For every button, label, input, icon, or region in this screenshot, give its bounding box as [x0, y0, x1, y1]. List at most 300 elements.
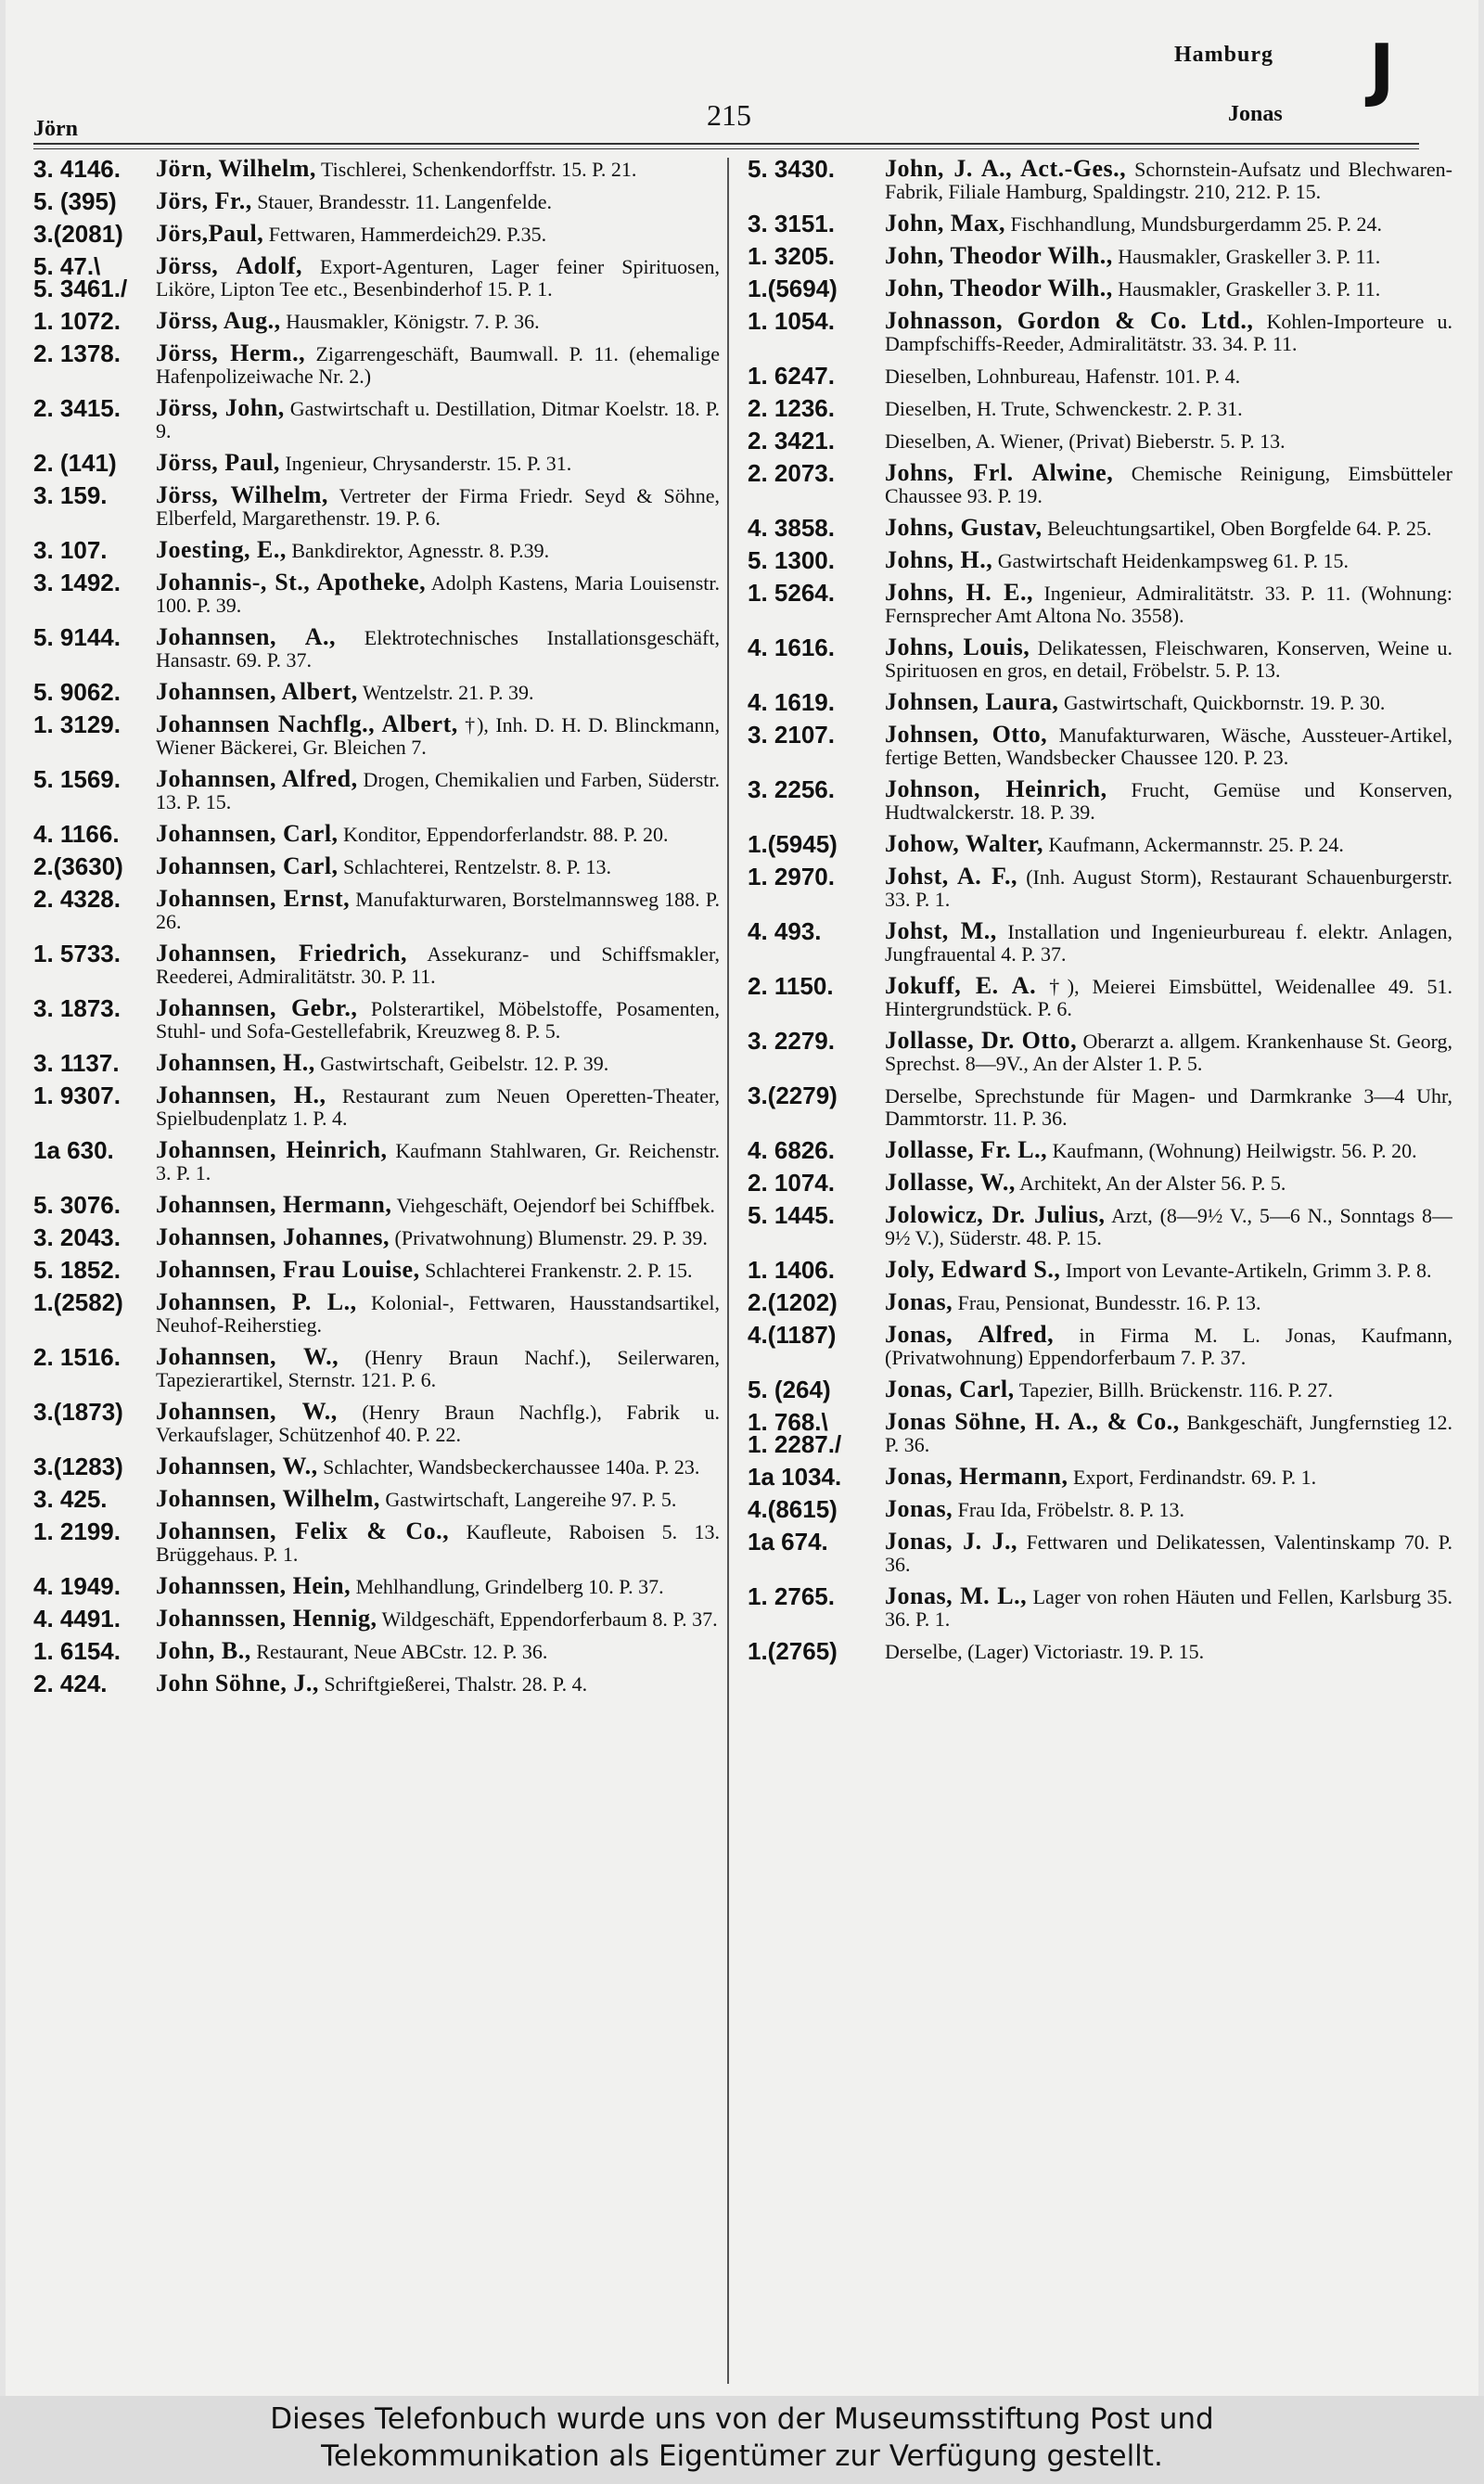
header-letter: J — [1369, 30, 1395, 109]
entry-name: Johns, Louis, — [885, 634, 1030, 660]
column-divider — [727, 158, 729, 2384]
entry-name: Johannsen, Frau Louise, — [156, 1256, 420, 1283]
directory-entry — [33, 852, 720, 880]
directory-entry — [748, 1201, 1452, 1249]
directory-entry — [33, 1049, 720, 1077]
directory-entry — [33, 449, 720, 477]
entry-details: Vertreter der Firma Friedr. Seyd & Söhne, Elberfeld, Margarethenstr. 19. P. 6. — [156, 484, 720, 530]
entry-details: Beleuchtungsartikel, Oben Borgfelde 64. P. 25. — [1047, 517, 1432, 540]
entry-details: Manufakturwaren, Borstelmannsweg 188. P. 26. — [156, 888, 720, 933]
entry-details: Oberarzt a. allgem. Krankenhause St. Georg, Sprechst. 8—9V., An der Alster 1. P. 5. — [885, 1030, 1452, 1075]
directory-entry — [33, 1343, 720, 1391]
entry-text — [156, 765, 720, 813]
directory-entry — [748, 1530, 1452, 1576]
directory-entry — [748, 277, 1452, 301]
entry-name: Johnasson, Gordon & Co. Ltd., — [885, 307, 1254, 334]
entry-text — [885, 1582, 1452, 1631]
directory-entry — [748, 1378, 1452, 1402]
entry-name: John, Theodor Wilh., — [885, 242, 1113, 269]
directory-entry — [33, 220, 720, 248]
entry-name: Johow, Walter, — [885, 830, 1043, 857]
phone-number: 1. 1054. — [748, 307, 835, 335]
entry-name: Johns, Frl. Alwine, — [885, 459, 1114, 486]
entry-details: Viehgeschäft, Oejendorf bei Schiffbek. — [396, 1194, 715, 1217]
entry-details: Delikatessen, Fleischwaren, Konserven, Weine u. Spirituosen en gros, en detail, Fröbelstr. 5. P. 13. — [885, 636, 1452, 682]
entry-text — [156, 158, 720, 181]
phone-number: 4. 6826. — [748, 1136, 835, 1164]
phone-number: 4. 3858. — [748, 514, 835, 542]
entry-details: Kaufmann, (Wohnung) Heilwigstr. 56. P. 20. — [1052, 1139, 1417, 1162]
entry-text — [885, 307, 1452, 355]
phone-number: 1a 630. — [33, 1136, 114, 1164]
entry-details: Gastwirtschaft, Langereihe 97. P. 5. — [385, 1488, 677, 1511]
entry-text — [885, 723, 1452, 769]
directory-entry — [748, 1408, 1452, 1458]
directory-entry — [33, 1191, 720, 1219]
entry-details: Schlachterei Frankenstr. 2. P. 15. — [425, 1259, 693, 1282]
entry-text — [156, 307, 720, 334]
phone-number: 5. 9144. — [33, 623, 121, 651]
directory-entry — [33, 942, 720, 988]
directory-entry — [748, 1136, 1452, 1164]
phone-number: 3. 425. — [33, 1485, 108, 1513]
entry-text — [156, 1455, 720, 1479]
entry-name: Jörss, John, — [156, 394, 285, 421]
phone-number: 3.(2081) — [33, 220, 123, 248]
phone-number: 1. 1072. — [33, 307, 121, 335]
entry-name: Johannsen, Albert, — [156, 678, 358, 705]
directory-entry — [748, 775, 1452, 824]
entry-text — [156, 1223, 720, 1250]
entry-name: Johannis-, St., Apotheke, — [156, 569, 427, 595]
entry-details: Ingenieur, Chrysanderstr. 15. P. 31. — [285, 452, 572, 475]
entry-name: Jörs,Paul, — [156, 220, 264, 247]
directory-entry — [748, 1169, 1452, 1197]
entry-name: Johannsen, Wilhelm, — [156, 1485, 380, 1512]
phone-number: 4. 493. — [748, 917, 822, 945]
entry-text — [885, 158, 1452, 203]
entry-details: Restaurant, Neue ABCstr. 12. P. 36. — [256, 1640, 548, 1663]
phone-number: 1.(2582) — [33, 1288, 123, 1316]
entry-text — [885, 514, 1452, 541]
entry-name: Johannsen, Friedrich, — [156, 940, 407, 967]
phone-number: 1. 9307. — [33, 1082, 121, 1109]
entry-text — [156, 1672, 720, 1696]
entry-name: John, B., — [156, 1637, 251, 1664]
directory-entry — [748, 1321, 1452, 1369]
entry-name: Jonas, Alfred, — [885, 1321, 1055, 1348]
phone-number: 1.(2765) — [748, 1637, 838, 1665]
phone-number: 4. 1616. — [748, 634, 835, 661]
entry-details: Ingenieur, Admiralitätstr. 33. P. 11. (Wohnung: Fernsprecher Amt Altona No. 3558). — [885, 582, 1452, 627]
directory-entry — [748, 865, 1452, 911]
entry-details: (Inh. August Storm), Restaurant Schauenburgerstr. 33. P. 1. — [885, 865, 1452, 911]
entry-name: Jollasse, Dr. Otto, — [885, 1027, 1078, 1054]
entry-details: Kaufmann, Ackermannstr. 25. P. 24. — [1048, 833, 1344, 856]
entry-name: Jollasse, W., — [885, 1169, 1016, 1196]
phone-number: 3. 2043. — [33, 1223, 121, 1251]
directory-entry — [33, 713, 720, 759]
entry-text — [885, 688, 1452, 715]
entry-details: (Privatwohnung) Blumenstr. 29. P. 39. — [394, 1226, 708, 1249]
phone-number: 5. 1569. — [33, 765, 121, 793]
entry-text — [885, 830, 1452, 857]
entry-text — [885, 1495, 1452, 1522]
entry-details: in Firma M. L. Jonas, Kaufmann, (Privatwohnung) Eppendorferbaum 7. P. 37. — [885, 1324, 1452, 1369]
header-first-entry: Jörn — [33, 117, 78, 141]
entry-text — [156, 994, 720, 1043]
entry-name: Jollasse, Fr. L., — [885, 1136, 1048, 1163]
entry-name: Johnson, Heinrich, — [885, 775, 1107, 802]
entry-details: Restaurant zum Neuen Operetten-Theater, Spielbudenplatz 1. P. 4. — [156, 1084, 720, 1130]
header-rule — [33, 143, 1419, 145]
phone-number: 1. 3205. — [748, 242, 835, 270]
entry-text — [156, 1049, 720, 1076]
directory-entry — [748, 1256, 1452, 1284]
entry-details: Elektrotechnisches Installationsgeschäft, Hansastr. 69. P. 37. — [156, 626, 720, 672]
entry-text — [885, 1201, 1452, 1249]
entry-details: Frau Ida, Fröbelstr. 8. P. 13. — [957, 1498, 1185, 1521]
entry-details: Export, Ferdinandstr. 69. P. 1. — [1072, 1466, 1317, 1489]
directory-entry — [748, 514, 1452, 542]
entry-text — [885, 1463, 1452, 1490]
directory-entry — [33, 187, 720, 215]
phone-number: 2. 3415. — [33, 394, 121, 422]
directory-entry — [748, 307, 1452, 355]
entry-details: Kohlen-Importeure u. Dampfschiffs-Reeder, Admiralitätstr. 33. 34. P. 11. — [885, 310, 1452, 355]
entry-name: Johannssen, Hein, — [156, 1572, 352, 1599]
phone-number: 5. 1300. — [748, 546, 835, 574]
entry-details: Drogen, Chemikalien und Farben, Süderstr. 13. P. 15. — [156, 768, 720, 813]
entry-text — [885, 917, 1452, 966]
entry-details: Fischhandlung, Mundsburgerdamm 25. P. 24. — [1010, 212, 1382, 236]
entry-name: Jokuff, E. A. — [885, 972, 1037, 999]
entry-details: Schriftgießerei, Thalstr. 28. P. 4. — [324, 1672, 588, 1696]
directory-entry — [33, 1256, 720, 1284]
directory-entry — [748, 362, 1452, 390]
phone-number: 1.(5945) — [748, 830, 838, 858]
directory-entry — [33, 307, 720, 335]
footer-notice — [0, 2396, 1484, 2484]
entry-details: Chemische Reinigung, Eimsbütteler Chaussee 93. P. 19. — [885, 462, 1452, 507]
entry-details: Dieselben, A. Wiener, (Privat) Bieberstr. 5. P. 13. — [885, 429, 1286, 453]
entry-name: Johns, H. E., — [885, 579, 1033, 606]
entry-details: Hausmakler, Graskeller 3. P. 11. — [1118, 277, 1381, 301]
directory-entry — [33, 158, 720, 181]
entry-name: Johst, M., — [885, 917, 997, 944]
entry-text — [156, 885, 720, 933]
entry-details: Export-Agenturen, Lager feiner Spirituosen, Liköre, Lipton Tee etc., Besenbinderhof 15. P. 1. — [156, 255, 720, 301]
directory-entry — [748, 972, 1452, 1020]
directory-entry — [33, 820, 720, 848]
entry-text — [885, 277, 1452, 301]
directory-entry — [748, 636, 1452, 682]
entry-name: Johannsen, W., — [156, 1398, 338, 1425]
entry-text — [885, 972, 1452, 1020]
phone-number: 3.(2279) — [748, 1082, 838, 1109]
entry-details: Gastwirtschaft, Quickbornstr. 19. P. 30. — [1063, 691, 1386, 714]
entry-text — [156, 571, 720, 617]
directory-entry — [748, 158, 1452, 203]
directory-entry — [33, 994, 720, 1043]
entry-details: Manufakturwaren, Wäsche, Aussteuer-Artikel, fertige Betten, Wandsbecker Chaussee 120. P. 23. — [885, 723, 1452, 769]
phone-number: 1. 2199. — [33, 1517, 121, 1545]
entry-details: Bankdirektor, Agnesstr. 8. P.39. — [291, 539, 550, 562]
phone-number: 3.(1283) — [33, 1453, 123, 1480]
entry-details: Adolph Kastens, Maria Louisenstr. 100. P. 39. — [156, 571, 720, 617]
entry-details: Architekt, An der Alster 56. P. 5. — [1019, 1172, 1286, 1195]
entry-name: John, Max, — [885, 210, 1005, 237]
right-column — [748, 158, 1452, 2388]
entry-text — [156, 852, 720, 879]
entry-name: Johannsen, A., — [156, 623, 337, 650]
entry-name: Johannsen Nachflg., Albert, — [156, 711, 458, 737]
entry-name: Jonas, Carl, — [885, 1376, 1015, 1402]
phone-number: 4. 1619. — [748, 688, 835, 716]
entry-name: Johannsen, H., — [156, 1082, 326, 1108]
entry-details: Gastwirtschaft Heidenkampsweg 61. P. 15. — [997, 549, 1349, 572]
entry-name: Jonas, J. J., — [885, 1528, 1018, 1555]
directory-entry — [748, 242, 1452, 270]
entry-name: Jörss, Wilhelm, — [156, 481, 328, 508]
entry-name: Johannsen, Carl, — [156, 852, 339, 879]
directory-entry — [748, 1084, 1452, 1130]
entry-details: Kolonial-, Fettwaren, Hausstandsartikel, Neuhof-Reiherstieg. — [156, 1291, 720, 1337]
entry-text — [156, 713, 720, 759]
entry-text — [156, 820, 720, 847]
entry-text — [885, 1136, 1452, 1163]
directory-entry — [748, 394, 1452, 422]
entry-name: John, J. A., Act.-Ges., — [885, 158, 1127, 182]
directory-entry — [33, 1084, 720, 1130]
entry-name: Johannsen, Carl, — [156, 820, 339, 847]
directory-entry — [33, 536, 720, 564]
directory-entry — [748, 1582, 1452, 1631]
directory-entry — [33, 1288, 720, 1337]
entry-text — [156, 1136, 720, 1184]
entry-name: Johnsen, Laura, — [885, 688, 1059, 715]
entry-text — [885, 579, 1452, 627]
entry-text — [156, 1572, 720, 1599]
entry-text — [156, 1191, 720, 1218]
directory-entry — [33, 1223, 720, 1251]
entry-details: Tischlerei, Schenkendorffstr. 15. P. 21. — [321, 158, 637, 181]
phone-number: 2. 2073. — [748, 459, 835, 487]
directory-entry — [33, 481, 720, 530]
entry-text — [156, 1084, 720, 1130]
entry-text — [156, 1637, 720, 1664]
entry-text — [156, 252, 720, 301]
header-last-entry: Jonas — [1228, 102, 1283, 126]
entry-name: Johannsen, Johannes, — [156, 1223, 390, 1250]
entry-name: Johannsen, Alfred, — [156, 765, 358, 792]
entry-text — [885, 1408, 1452, 1456]
entry-details: Kaufmann Stahlwaren, Gr. Reichenstr. 3. P. 1. — [156, 1139, 720, 1184]
entry-details: †), Inh. D. H. D. Blinckmann, Wiener Bäckerei, Gr. Bleichen 7. — [156, 713, 720, 759]
phone-number: 1.(5694) — [748, 275, 838, 302]
entry-name: Johannsen, Ernst, — [156, 885, 351, 912]
phone-number: 3.(1873) — [33, 1398, 123, 1426]
phone-number: 2. 424. — [33, 1670, 108, 1697]
entry-text — [885, 1321, 1452, 1369]
phone-number: 3. 1492. — [33, 569, 121, 596]
entry-text — [885, 865, 1452, 911]
phone-number: 3. 1137. — [33, 1049, 120, 1077]
entry-details: Hausmakler, Graskeller 3. P. 11. — [1118, 245, 1381, 268]
phone-number: 1a 674. — [748, 1528, 828, 1556]
phone-number: 3. 2256. — [748, 775, 835, 803]
phone-number: 3. 159. — [33, 481, 108, 509]
directory-entry — [748, 1027, 1452, 1075]
phone-number: 2. 1236. — [748, 394, 835, 422]
phone-number: 5. 3430. — [748, 158, 835, 183]
entry-details: Hausmakler, Königstr. 7. P. 36. — [286, 310, 540, 333]
entry-details: Dieselben, H. Trute, Schwenckestr. 2. P. 31. — [885, 397, 1243, 420]
entry-name: Jonas, — [885, 1288, 953, 1315]
left-column — [33, 158, 720, 2388]
phone-number: 1. 6247. — [748, 362, 835, 390]
phone-number: 5. 9062. — [33, 678, 121, 706]
phone-number: 4. 1949. — [33, 1572, 121, 1600]
entry-text — [156, 1398, 720, 1446]
entry-details: †), Meierei Eimsbüttel, Weidenallee 49. 51. Hintergrundstück. P. 6. — [885, 975, 1452, 1020]
entry-name: Jonas, M. L., — [885, 1582, 1028, 1609]
directory-entry — [33, 1455, 720, 1479]
entry-text — [885, 1378, 1452, 1402]
entry-text — [156, 1485, 720, 1512]
entry-details: Mehlhandlung, Grindelberg 10. P. 37. — [355, 1575, 664, 1598]
phone-number: 5. (395) — [33, 187, 117, 215]
entry-details: Wentzelstr. 21. P. 39. — [362, 681, 534, 704]
entry-details: (Henry Braun Nachf.), Seilerwaren, Tapezierartikel, Sternstr. 121. P. 6. — [156, 1346, 720, 1391]
phone-number: 3. 107. — [33, 536, 108, 564]
phone-number: 2. 1516. — [33, 1343, 121, 1371]
entry-text — [885, 1530, 1452, 1576]
phone-number: 2.(3630) — [33, 852, 123, 880]
phone-number: 2. 4328. — [33, 885, 121, 913]
phone-number: 1. 3129. — [33, 711, 121, 738]
entry-details: Schornstein-Aufsatz und Blechwaren-Fabrik, Filiale Hamburg, Spaldingstr. 210, 212. P. 15. — [885, 158, 1452, 203]
phone-number: 4. 1166. — [33, 820, 120, 848]
entry-text — [156, 942, 720, 988]
directory-page — [6, 0, 1478, 2396]
entry-details: Gastwirtschaft u. Destillation, Ditmar Koelstr. 18. P. 9. — [156, 397, 720, 442]
directory-entry — [748, 459, 1452, 507]
entry-name: Johannsen, P. L., — [156, 1288, 357, 1315]
entry-details: Polsterartikel, Möbelstoffe, Posamenten, Stuhl- und Sofa-Gestellefabrik, Kreuzweg 8. P. 5. — [156, 997, 720, 1043]
directory-entry — [33, 765, 720, 813]
entry-name: Johnsen, Otto, — [885, 721, 1048, 748]
entry-text — [156, 449, 720, 476]
entry-details: Lager von rohen Häuten und Fellen, Karlsburg 35. 36. P. 1. — [885, 1585, 1452, 1631]
phone-number: 2. 1150. — [748, 972, 834, 1000]
phone-number: 3. 3151. — [748, 210, 835, 237]
entry-text — [156, 678, 720, 705]
entry-name: Jörss, Paul, — [156, 449, 280, 476]
entry-details: Gastwirtschaft, Geibelstr. 12. P. 39. — [320, 1052, 609, 1075]
entry-text — [885, 459, 1452, 507]
entry-details: Kaufleute, Raboisen 5. 13. Brüggehaus. P. 1. — [156, 1520, 720, 1566]
directory-entry — [33, 571, 720, 617]
entry-details: Wildgeschäft, Eppendorferbaum 8. P. 37. — [381, 1607, 718, 1631]
directory-entry — [748, 546, 1452, 574]
entry-text — [885, 365, 1452, 388]
entry-name: Johannsen, W., — [156, 1453, 318, 1479]
entry-details: Fettwaren und Delikatessen, Valentinskamp 70. P. 36. — [885, 1530, 1452, 1576]
directory-entry — [748, 212, 1452, 236]
directory-entry — [33, 394, 720, 442]
entry-details: Import von Levante-Artikeln, Grimm 3. P. 8. — [1065, 1259, 1432, 1282]
directory-entry — [748, 917, 1452, 966]
phone-number: 5. 1445. — [748, 1201, 835, 1229]
directory-entry — [748, 688, 1452, 716]
directory-entry — [33, 1398, 720, 1446]
entry-details: Stauer, Brandesstr. 11. Langenfelde. — [257, 190, 553, 213]
entry-text — [885, 1288, 1452, 1315]
entry-text — [156, 187, 720, 214]
directory-entry — [748, 1495, 1452, 1523]
entry-name: Jolowicz, Dr. Julius, — [885, 1201, 1106, 1228]
entry-name: Johns, H., — [885, 546, 993, 573]
entry-text — [885, 1640, 1452, 1663]
entry-text — [885, 397, 1452, 420]
entry-name: Jörs, Fr., — [156, 187, 252, 214]
directory-entry — [33, 1517, 720, 1566]
entry-name: John Söhne, J., — [156, 1670, 319, 1697]
directory-entry — [748, 723, 1452, 769]
directory-entry — [33, 252, 720, 302]
directory-entry — [33, 1607, 720, 1631]
entry-text — [885, 429, 1452, 453]
phone-number: 1. 6154. — [33, 1637, 121, 1665]
entry-text — [156, 1607, 720, 1631]
phone-number: 2. 1074. — [748, 1169, 835, 1197]
phone-number: 2. 1378. — [33, 339, 121, 367]
page-number: 215 — [707, 98, 751, 132]
phone-number: 5. 1852. — [33, 1256, 121, 1284]
header-city: Hamburg — [1174, 43, 1274, 67]
entry-name: Johannsen, W., — [156, 1343, 339, 1370]
entry-name: Johns, Gustav, — [885, 514, 1043, 541]
phone-number: 4.(1187) — [748, 1321, 837, 1349]
entry-text — [885, 1084, 1452, 1130]
directory-entry — [748, 579, 1452, 627]
entry-text — [156, 1343, 720, 1391]
entry-text — [885, 1169, 1452, 1196]
entry-details: Assekuranz- und Schiffsmakler, Reederei, Admiralitätstr. 30. P. 11. — [156, 942, 720, 988]
directory-entry — [748, 1288, 1452, 1316]
phone-number: 1. 768.\ 1. 2287./ — [748, 1408, 842, 1458]
entry-name: Jonas, — [885, 1495, 953, 1522]
phone-number: 4. 4491. — [33, 1605, 121, 1633]
directory-entry — [33, 885, 720, 933]
entry-text — [885, 546, 1452, 573]
entry-text — [885, 212, 1452, 236]
entry-text — [156, 1256, 720, 1283]
entry-text — [156, 220, 720, 247]
phone-number: 1. 5264. — [748, 579, 835, 607]
entry-name: Johannssen, Hennig, — [156, 1605, 377, 1632]
entry-text — [156, 339, 720, 388]
entry-name: Jörss, Aug., — [156, 307, 281, 334]
phone-number: 3. 2279. — [748, 1027, 835, 1055]
phone-number: 4.(8615) — [748, 1495, 838, 1523]
entry-details: (Henry Braun Nachflg.), Fabrik u. Verkaufslager, Schützenhof 40. P. 22. — [156, 1401, 720, 1446]
entry-details: Frau, Pensionat, Bundesstr. 16. P. 13. — [957, 1291, 1261, 1314]
entry-name: Johannsen, Hermann, — [156, 1191, 392, 1218]
entry-name: Jörss, Adolf, — [156, 252, 302, 279]
footer-line-1: Dieses Telefonbuch wurde uns von der Museumsstiftung Post und — [270, 2402, 1214, 2436]
